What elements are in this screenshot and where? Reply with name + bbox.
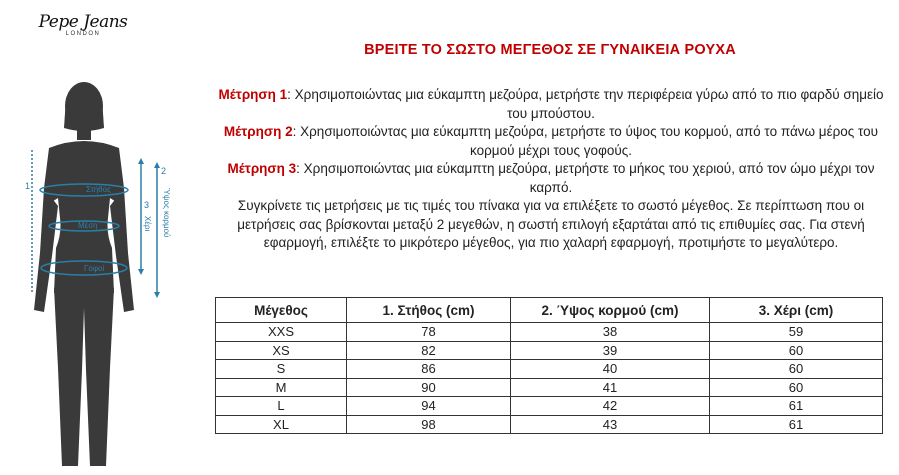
logo-brand: Pepe Jeans xyxy=(38,12,128,32)
brand-logo xyxy=(32,12,134,37)
measurement-2-text: : Χρησιμοποιώντας μια εύκαμπτη μεζούρα, μετρήστε το ύψος του κορμού, από το πάνω μέρος του κορμού μέχρι τους γοφούς. xyxy=(292,124,879,158)
cell-arm: 60 xyxy=(710,341,883,360)
cell-chest: 78 xyxy=(347,323,511,342)
measurement-3-label: Μέτρηση 3 xyxy=(227,161,297,176)
table-row xyxy=(216,360,883,379)
cell-chest: 86 xyxy=(347,360,511,379)
header-arm: 3. Χέρι (cm) xyxy=(710,298,883,323)
header-size: Μέγεθος xyxy=(216,298,347,323)
label-number-1: 1 xyxy=(25,181,31,191)
woman-silhouette xyxy=(34,82,134,466)
cell-torso: 40 xyxy=(511,360,710,379)
label-number-3: 3 xyxy=(144,200,150,210)
cell-chest: 94 xyxy=(347,397,511,416)
cell-torso: 39 xyxy=(511,341,710,360)
measurement-instructions xyxy=(218,86,884,253)
cell-arm: 61 xyxy=(710,415,883,434)
header-torso: 2. Ύψος κορμού (cm) xyxy=(511,298,710,323)
table-row xyxy=(216,323,883,342)
label-torso: Ύψος κορμού xyxy=(162,188,171,238)
size-table xyxy=(215,297,883,434)
cell-torso: 38 xyxy=(511,323,710,342)
table-row xyxy=(216,378,883,397)
cell-arm: 59 xyxy=(710,323,883,342)
measurement-3-text: : Χρησιμοποιώντας μια εύκαμπτη μεζούρα, μετρήστε το μήκος του χεριού, από τον ώμο μέχρι τον καρπό. xyxy=(296,161,875,195)
label-number-2: 2 xyxy=(161,166,167,176)
table-row xyxy=(216,341,883,360)
table-row xyxy=(216,415,883,434)
cell-chest: 90 xyxy=(347,378,511,397)
label-chest: Στήθος xyxy=(86,185,111,194)
measurement-3 xyxy=(218,160,884,197)
cell-size: XL xyxy=(216,415,347,434)
cell-arm: 61 xyxy=(710,397,883,416)
label-arm: Χέρι xyxy=(143,216,152,232)
cell-chest: 98 xyxy=(347,415,511,434)
label-hips: Γοφοί xyxy=(84,264,105,273)
body-measurement-figure xyxy=(14,78,189,473)
compare-instructions: Συγκρίνετε τις μετρήσεις με τις τιμές του πίνακα για να επιλέξετε το σωστό μέγεθος. Σε περίπτωση που οι μετρήσεις σας βρίσκονται μεταξύ 2 μεγεθών, η σωστή επιλογή εξαρτάται από τις επιθυμίες σας. Για στενή εφαρμογή, επιλέξτε το μικρότερο μέγεθος, για πιο χαλαρή εφαρμογή, προτιμήστε το μεγαλύτερο. xyxy=(237,198,865,250)
measurement-2-label: Μέτρηση 2 xyxy=(223,124,293,139)
cell-arm: 60 xyxy=(710,360,883,379)
measurement-1-label: Μέτρηση 1 xyxy=(218,87,288,102)
logo-subtitle: LONDON xyxy=(65,31,101,37)
cell-size: L xyxy=(216,397,347,416)
measurement-1-text: : Χρησιμοποιώντας μια εύκαμπτη μεζούρα, μετρήστε την περιφέρεια γύρω από το πιο φαρδύ σημείο του μπούστου. xyxy=(287,87,884,121)
cell-torso: 41 xyxy=(511,378,710,397)
cell-size: XS xyxy=(216,341,347,360)
measurement-1 xyxy=(218,86,884,123)
cell-size: S xyxy=(216,360,347,379)
label-waist: Μέση xyxy=(78,221,98,230)
cell-size: XXS xyxy=(216,323,347,342)
page-title: ΒΡΕΙΤΕ ΤΟ ΣΩΣΤΟ ΜΕΓΕΘΟΣ ΣΕ ΓΥΝΑΙΚΕΙΑ ΡΟΥΧΑ xyxy=(364,42,736,58)
measurement-2 xyxy=(218,123,884,160)
cell-arm: 60 xyxy=(710,378,883,397)
table-row xyxy=(216,397,883,416)
header-chest: 1. Στήθος (cm) xyxy=(347,298,511,323)
cell-size: M xyxy=(216,378,347,397)
cell-torso: 42 xyxy=(511,397,710,416)
cell-chest: 82 xyxy=(347,341,511,360)
table-header-row xyxy=(216,298,883,323)
cell-torso: 43 xyxy=(511,415,710,434)
